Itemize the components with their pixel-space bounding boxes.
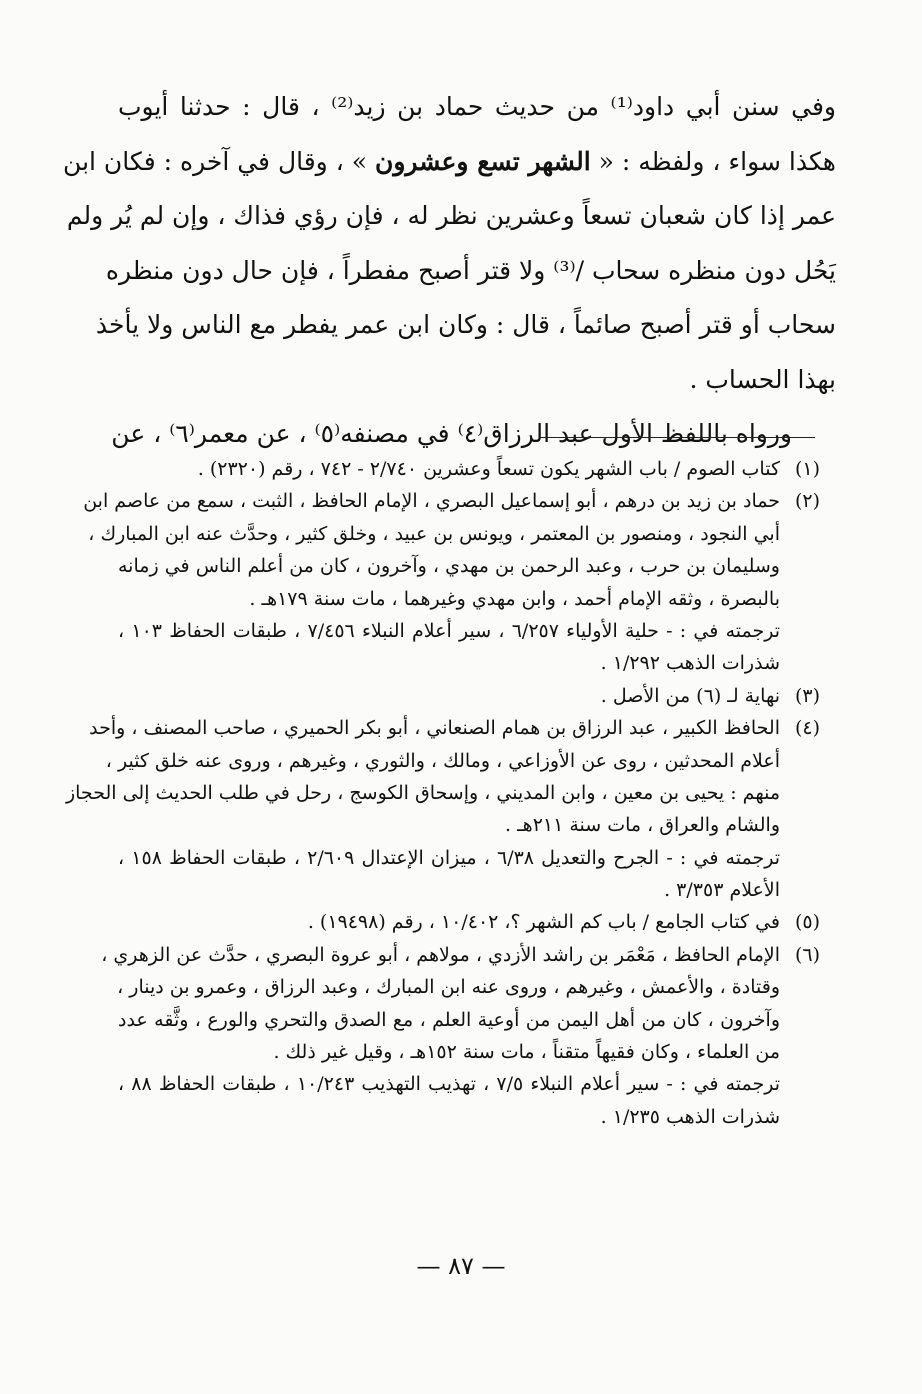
main-line-1: وفي سنن أبي داود⁽¹⁾ من حديث حماد بن زيد⁽²⁾ ، قال : حدثنا أيوب [118,92,836,121]
footnote-translation: ترجمته في : - حلية الأولياء ٦/٢٥٧ ، سير أعلام النبلاء ٧/٤٥٦ ، طبقات الحفاظ ١٠٣ ، [118,619,781,642]
footnote-line: منهم : يحيى بن معين ، وابن المديني ، وإسحاق الكوسج ، رحل في طلب الحديث إلى الحجاز [65,781,780,804]
footnote-5 [118,906,820,938]
footnote-line: في كتاب الجامع / باب كم الشهر ؟، ١٠/٤٠٢ ، رقم (١٩٤٩٨) . [307,911,780,934]
footnote-line: نهاية لـ (٦) من الأصل . [600,684,780,707]
footnote-line: حماد بن زيد بن درهم ، أبو إسماعيل البصري ، الإمام الحافظ ، الثبت ، سمع من عاصم ابن [83,490,780,513]
footnote-number: (٢) [794,490,820,513]
footnote-separator [540,437,815,438]
footnote-number: (٤) [794,717,820,740]
footnote-translation: ترجمته في : - سير أعلام النبلاء ٧/٥ ، تهذيب التهذيب ١٠/٢٤٣ ، طبقات الحفاظ ٨٨ ، [118,1073,780,1096]
footnotes [65,453,820,1133]
footnote-number: (٣) [794,684,820,707]
main-line-3: عمر إذا كان شعبان تسعاً وعشرين نظر له ، فإن رؤي فذاك ، وإن لم يُر ولم [66,201,836,230]
footnote-translation: شذرات الذهب ١/٢٩٢ . [600,652,780,675]
footnote-line: والشام والعراق ، مات سنة ٢١١هـ . [505,814,780,837]
main-line-2: هكذا سواء ، ولفظه : « الشهر تسع وعشرون » ، وقال في آخره : فكان ابن [63,146,836,176]
footnote-4 [65,712,820,906]
footnote-line: من العلماء ، وكان فقيهاً متقناً ، مات سنة ١٥٢هـ ، وقيل غير ذلك . [273,1041,780,1064]
main-line-6: بهذا الحساب . [689,364,836,394]
footnote-line: وآخرون ، كان من أهل اليمن من أوعية العلم ، مع الصدق والتحري والورع ، وثَّقه عدد [118,1008,780,1031]
footnote-translation: ترجمته في : - الجرح والتعديل ٦/٣٨ ، ميزان الإعتدال ٢/٦٠٩ ، طبقات الحفاظ ١٥٨ ، [118,846,780,869]
footnote-translation: الأعلام ٣/٣٥٣ . [664,879,780,902]
footnote-line: الحافظ الكبير ، عبد الرزاق بن همام الصنعاني ، أبو بكر الحميري ، صاحب المصنف ، وأحد [89,717,780,740]
footnote-1 [118,453,820,485]
footnote-line: الإمام الحافظ ، مَعْمَر بن راشد الأزدي ، مولاهم ، أبو عروة البصري ، حدَّث عن الزهري ، [101,943,780,966]
footnote-translation: شذرات الذهب ١/٢٣٥ . [600,1105,780,1128]
footnote-number: (١) [794,458,820,480]
footnote-line: أعلام المحدثين ، روى عن الأوزاعي ، ومالك ، والثوري ، وغيرهم ، وروى عنه خلق كثير ، [105,749,780,772]
main-para-2: ورواه باللفظ الأول عبد الرزاق⁽٤⁾ في مصنفه⁽٥⁾ ، عن معمر⁽٦⁾ ، عن [111,419,792,448]
footnote-line: وسليمان بن حرب ، وعبد الرحمن بن مهدي ، وآخرون ، كان من أعلم الناس في زمانه [118,555,780,578]
footnote-3 [118,680,820,712]
footnote-line: أبي النجود ، ومنصور بن المعتمر ، ويونس بن عبيد ، وخلق كثير ، وحدَّث عنه ابن المبارك ، [88,522,780,545]
footnote-6 [101,939,820,1133]
footnote-number: (٥) [794,911,820,934]
main-line-5: سحاب أو قتر أصبح صائماً ، قال : وكان ابن عمر يفطر مع الناس ولا يأخذ [95,310,836,339]
footnote-number: (٦) [794,943,820,966]
footnote-2 [83,485,820,679]
footnote-line: كتاب الصوم / باب الشهر يكون تسعاً وعشرين ٢/٧٤٠ - ٧٤٢ ، رقم (٢٣٢٠) . [197,458,780,480]
page-number: — ٨٧ — [416,1252,506,1280]
footnote-line: بالبصرة ، وثقه الإمام أحمد ، وابن مهدي وغيرهما ، مات سنة ١٧٩هـ . [249,587,780,610]
hadith-text: الشهر تسع وعشرون [374,146,591,176]
main-line-4: يَحُل دون منظره سحاب /⁽³⁾ ولا قتر أصبح مفطراً ، فإن حال دون منظره [105,255,836,285]
main-text [63,80,836,462]
footnote-line: وقتادة ، والأعمش ، وغيرهم ، وروى عنه ابن المبارك ، وعبد الرزاق ، وعمرو بن دينار ، [117,976,780,999]
